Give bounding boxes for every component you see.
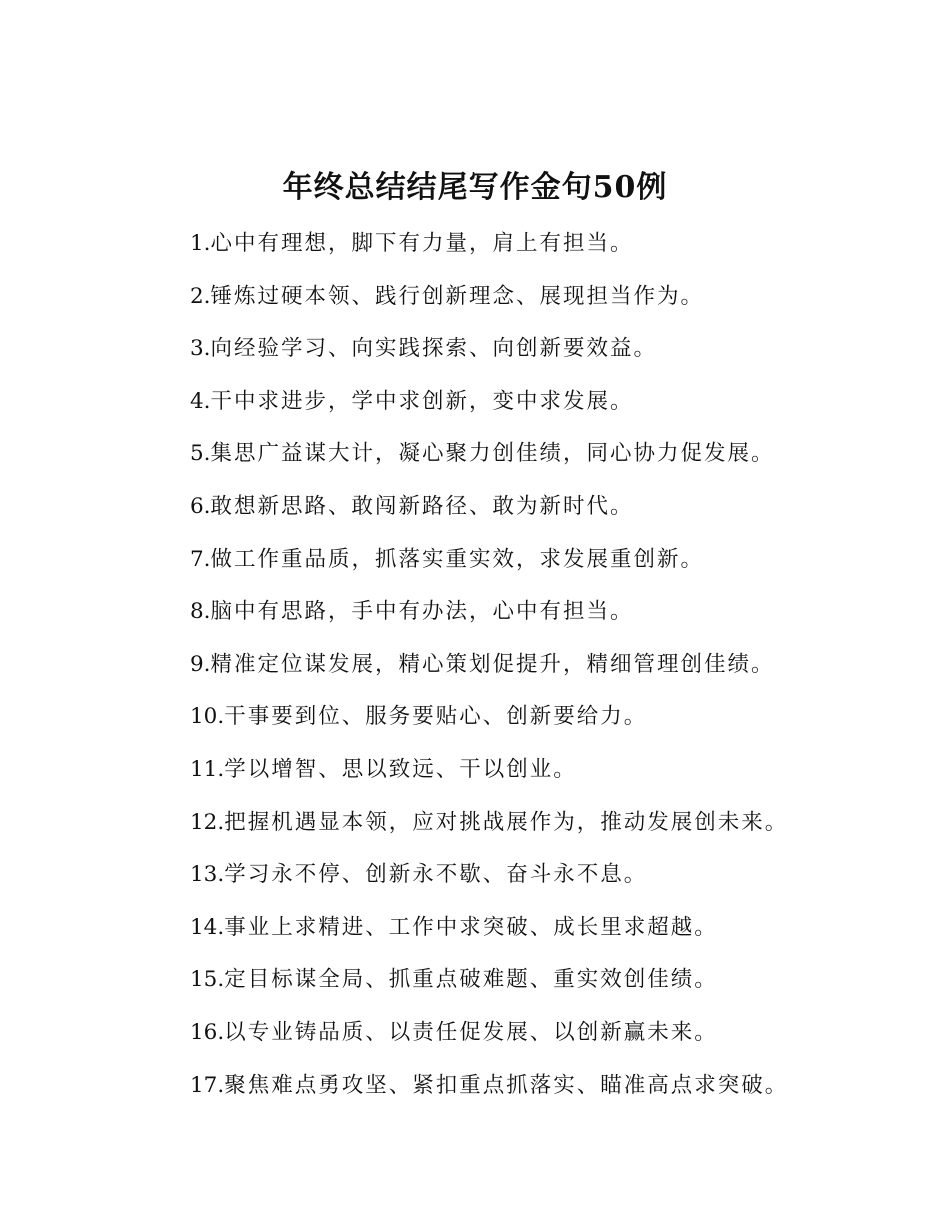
quote-list (190, 226, 890, 1120)
list-item (190, 1068, 890, 1121)
item-number: 9. (190, 651, 211, 677)
item-number: 1. (190, 231, 211, 256)
item-number: 7. (190, 546, 211, 572)
list-item (190, 331, 890, 384)
item-text: 敢想新思路、敢闯新路径、敢为新时代。 (210, 493, 634, 519)
list-item (190, 542, 890, 595)
list-item (190, 384, 890, 437)
item-text: 干事要到位、服务要贴心、创新要给力。 (224, 704, 648, 730)
item-number: 16. (190, 1019, 225, 1045)
item-text: 学习永不停、创新永不歇、奋斗永不息。 (224, 862, 648, 888)
item-text: 向经验学习、向实践探索、向创新要效益。 (210, 336, 658, 362)
list-item (190, 279, 890, 332)
item-number: 13. (190, 862, 225, 888)
item-number: 5. (190, 441, 211, 467)
item-number: 11. (190, 756, 225, 782)
list-item (190, 436, 890, 489)
item-number: 4. (190, 388, 211, 414)
list-item (190, 226, 890, 279)
item-number: 10. (190, 704, 225, 730)
list-item (190, 699, 890, 752)
item-number: 2. (190, 283, 211, 309)
list-item (190, 594, 890, 647)
list-item (190, 752, 890, 805)
item-number: 6. (190, 493, 211, 519)
item-text: 聚焦难点勇攻坚、紧扣重点抓落实、瞄准高点求突破。 (224, 1072, 789, 1098)
item-text: 干中求进步，学中求创新，变中求发展。 (210, 388, 634, 414)
list-item (190, 1015, 890, 1068)
item-number: 8. (190, 599, 211, 625)
list-item (190, 962, 890, 1015)
item-text: 心中有理想，脚下有力量，肩上有担当。 (210, 231, 634, 256)
list-item (190, 910, 890, 963)
item-text: 学以增智、思以致远、干以创业。 (224, 756, 577, 782)
document-title: 年终总结结尾写作金句50例 (282, 170, 668, 205)
item-number: 12. (190, 809, 225, 835)
item-number: 14. (190, 914, 225, 940)
item-text: 锤炼过硬本领、践行创新理念、展现担当作为。 (210, 283, 705, 309)
item-text: 把握机遇显本领，应对挑战展作为，推动发展创未来。 (224, 809, 789, 835)
item-number: 15. (190, 967, 225, 993)
list-item (190, 647, 890, 700)
list-item (190, 857, 890, 910)
item-text: 定目标谋全局、抓重点破难题、重实效创佳绩。 (224, 967, 718, 993)
item-text: 脑中有思路，手中有办法，心中有担当。 (210, 599, 634, 625)
item-number: 3. (190, 336, 211, 362)
list-item (190, 805, 890, 858)
item-text: 事业上求精进、工作中求突破、成长里求超越。 (224, 914, 718, 940)
item-text: 以专业铸品质、以责任促发展、以创新赢未来。 (224, 1019, 718, 1045)
item-text: 做工作重品质，抓落实重实效，求发展重创新。 (210, 546, 705, 572)
item-number: 17. (190, 1072, 225, 1098)
list-item (190, 489, 890, 542)
item-text: 精准定位谋发展，精心策划促提升，精细管理创佳绩。 (210, 651, 775, 677)
item-text: 集思广益谋大计，凝心聚力创佳绩，同心协力促发展。 (210, 441, 775, 467)
